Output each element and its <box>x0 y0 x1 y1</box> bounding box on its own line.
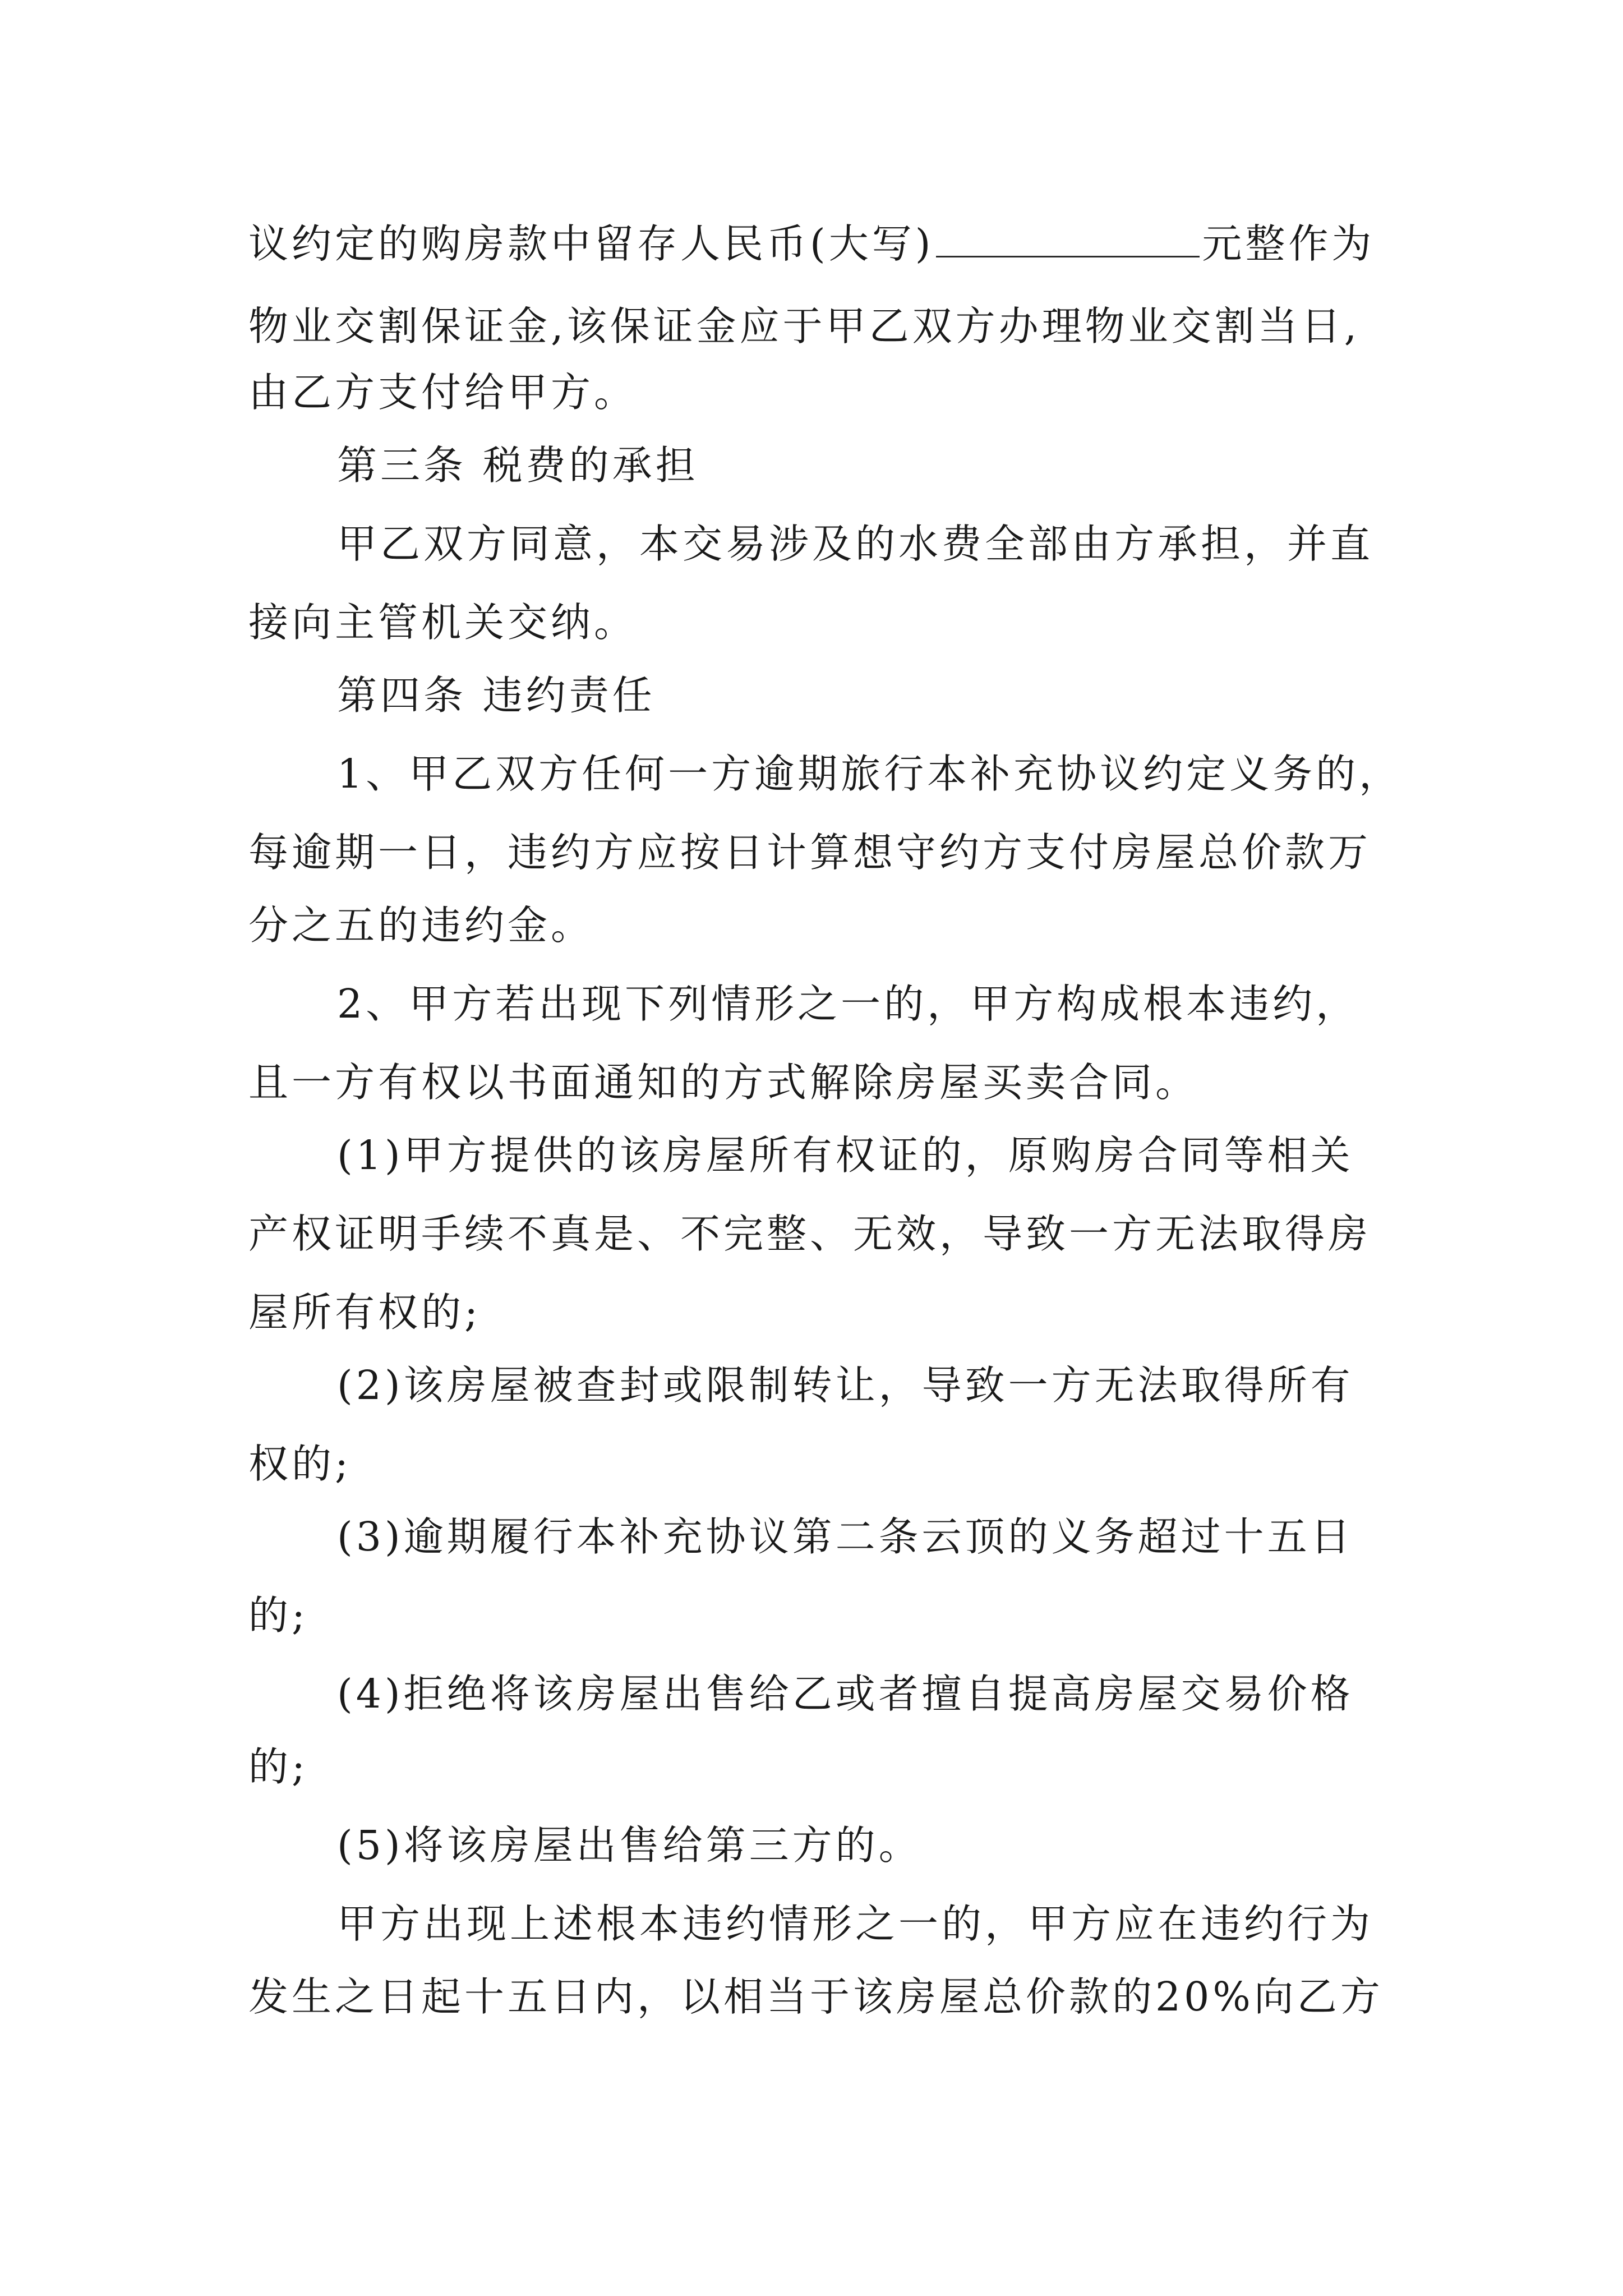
text-line: 的; <box>248 1743 308 1790</box>
blank-underline-field <box>936 219 1200 257</box>
text-line: 由乙方支付给甲方。 <box>248 369 638 416</box>
text-line: 每逾期一日，违约方应按日计算想守约方支付房屋总价款万 <box>248 829 1372 876</box>
text-line <box>248 216 1375 272</box>
section-heading: 第三条 税费的承担 <box>337 442 699 489</box>
text-line: 发生之日起十五日内，以相当于该房屋总价款的20%向乙方 <box>248 1973 1384 2020</box>
text-line: 甲方出现上述根本违约情形之一的，甲方应在违约行为 <box>337 1901 1374 1947</box>
section-heading: 第四条 违约责任 <box>337 672 656 719</box>
text-line: 甲乙双方同意，本交易涉及的水费全部由方承担，并直 <box>337 521 1374 567</box>
text-line: 2、甲方若出现下列情形之一的，甲方构成根本违约， <box>337 981 1359 1027</box>
text-line: 且一方有权以书面通知的方式解除房屋买卖合同。 <box>248 1059 1199 1106</box>
text-line: (4)拒绝将该房屋出售给乙或者擅自提高房屋交易价格 <box>337 1671 1354 1717</box>
text-segment: 元整作为 <box>1202 220 1375 267</box>
text-line: 的; <box>248 1592 308 1639</box>
text-line: (2)该房屋被查封或限制转让，导致一方无法取得所有 <box>337 1362 1354 1409</box>
text-line: 1、甲乙双方任何一方逾期旅行本补充协议约定义务的， <box>337 751 1403 797</box>
text-line: 屋所有权的; <box>248 1289 481 1336</box>
text-line: 接向主管机关交纳。 <box>248 599 638 646</box>
text-line: (5)将该房屋出售给第三方的。 <box>337 1822 922 1869</box>
text-segment: 议约定的购房款中留存人民币(大写) <box>248 220 934 267</box>
text-line: (1)甲方提供的该房屋所有权证的，原购房合同等相关 <box>337 1132 1354 1179</box>
text-line: 产权证明手续不真是、不完整、无效，导致一方无法取得房 <box>248 1211 1372 1257</box>
text-line: 物业交割保证金,该保证金应于甲乙双方办理物业交割当日, <box>248 303 1361 349</box>
text-line: 权的; <box>248 1441 352 1487</box>
text-line: (3)逾期履行本补充协议第二条云顶的义务超过十五日 <box>337 1513 1354 1560</box>
text-line: 分之五的违约金。 <box>248 902 594 949</box>
